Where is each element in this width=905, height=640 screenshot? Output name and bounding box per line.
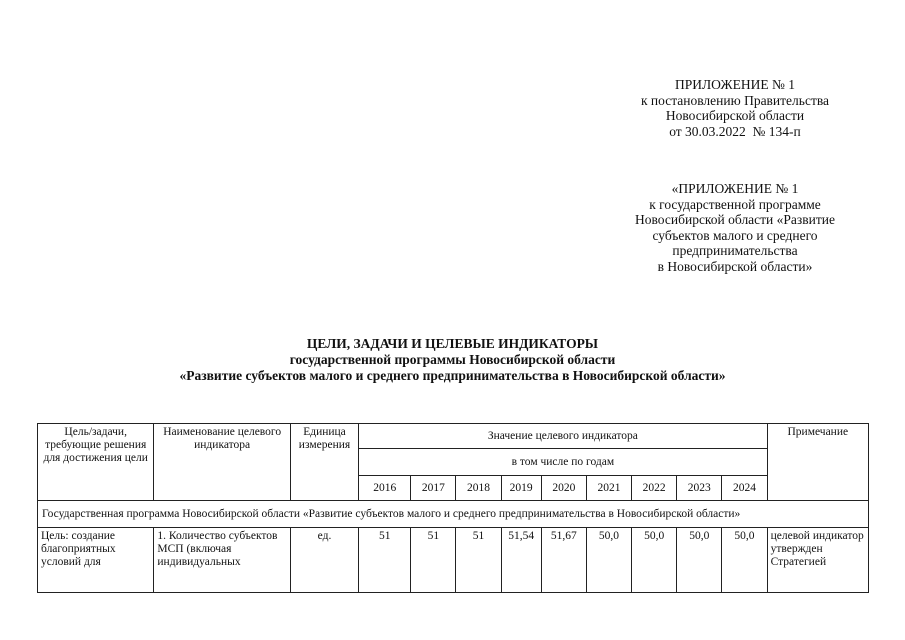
year-header: 2024	[722, 476, 767, 501]
row-value: 50,0	[722, 528, 767, 593]
year-header: 2016	[359, 476, 411, 501]
row-value: 50,0	[632, 528, 677, 593]
row-value: 50,0	[586, 528, 631, 593]
year-header: 2019	[501, 476, 541, 501]
header-value: Значение целевого индикатора	[359, 424, 767, 449]
year-header: 2018	[456, 476, 501, 501]
header-note: Примечание	[767, 424, 868, 501]
program-attachment-line: субъектов малого и среднего	[652, 227, 818, 243]
header-by-years: в том числе по годам	[359, 449, 767, 476]
title-line-1: ЦЕЛИ, ЗАДАЧИ И ЦЕЛЕВЫЕ ИНДИКАТОРЫ	[306, 336, 599, 351]
decree-attachment-line: к постановлению Правительства	[640, 92, 830, 108]
year-header: 2022	[632, 476, 677, 501]
decree-attachment-header	[590, 77, 880, 139]
row-unit: ед.	[290, 528, 358, 593]
program-attachment-header	[590, 181, 880, 274]
row-value: 51,54	[501, 528, 541, 593]
document-title	[0, 336, 905, 384]
decree-attachment-line: ПРИЛОЖЕНИЕ № 1	[674, 77, 796, 92]
header-goal: Цель/задачи, требующие решения для достижения цели	[38, 424, 154, 501]
indicators-table	[37, 423, 869, 593]
header-unit: Единица измерения	[290, 424, 358, 501]
decree-attachment-line: от 30.03.2022 № 134-п	[669, 123, 801, 139]
year-header: 2020	[541, 476, 586, 501]
program-attachment-line: в Новосибирской области»	[657, 258, 813, 274]
program-attachment-line: предпринимательства	[672, 243, 798, 258]
row-note: целевой индикатор утвержден Стратегией	[767, 528, 868, 593]
row-value: 50,0	[677, 528, 722, 593]
title-line-2: государственной программы Новосибирской области	[289, 352, 616, 367]
header-indicator: Наименование целевого индикатора	[154, 424, 290, 501]
program-attachment-line: «ПРИЛОЖЕНИЕ № 1	[671, 181, 799, 196]
row-value: 51,67	[541, 528, 586, 593]
row-indicator: 1. Количество субъектов МСП (включая индивидуальных	[154, 528, 290, 593]
program-name-row: Государственная программа Новосибирской области «Развитие субъектов малого и среднего предпринимательства в Новосибирской области»	[38, 501, 869, 528]
row-value: 51	[411, 528, 456, 593]
row-goal: Цель: создание благоприятных условий для	[38, 528, 154, 593]
program-attachment-line: к государственной программе	[649, 196, 821, 212]
row-value: 51	[359, 528, 411, 593]
row-value: 51	[456, 528, 501, 593]
year-header: 2017	[411, 476, 456, 501]
year-header: 2023	[677, 476, 722, 501]
decree-attachment-line: Новосибирской области	[665, 108, 805, 123]
title-line-3: «Развитие субъектов малого и среднего предпринимательства в Новосибирской области»	[179, 368, 726, 383]
program-attachment-line: Новосибирской области «Развитие	[635, 212, 835, 227]
year-header: 2021	[586, 476, 631, 501]
